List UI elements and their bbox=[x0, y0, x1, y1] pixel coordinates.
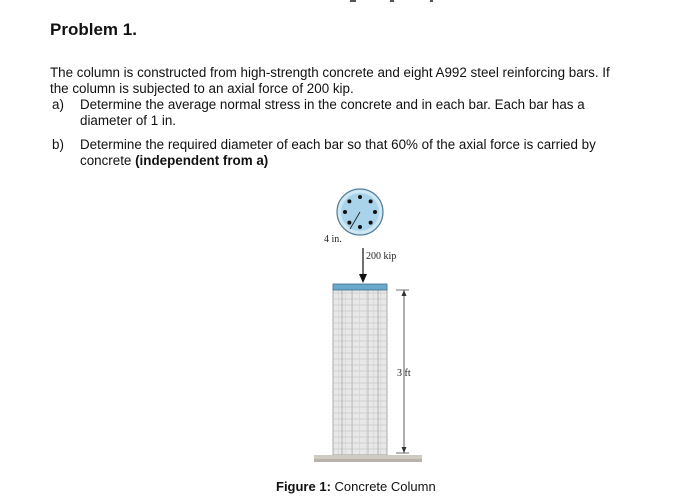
figure-caption-text: Concrete Column bbox=[330, 479, 436, 494]
rebar-dot bbox=[369, 221, 373, 225]
rebar-dot bbox=[358, 195, 362, 199]
rebar-dot bbox=[347, 221, 351, 225]
part-a-marker: a) bbox=[52, 97, 64, 112]
column-top-cap bbox=[333, 284, 387, 290]
cross-section bbox=[337, 189, 383, 235]
column-body bbox=[333, 289, 387, 455]
cropped-text-fragment bbox=[330, 0, 470, 3]
part-b-line-1: Determine the required diameter of each bar so that 60% of the axial force is carried by bbox=[80, 137, 596, 152]
statement-line-1: The column is constructed from high-strength concrete and eight A992 steel reinforcing bars. If bbox=[50, 65, 610, 80]
part-b-note: (independent from a) bbox=[135, 153, 269, 168]
rebar-dot bbox=[369, 199, 373, 203]
rebar-dot bbox=[347, 199, 351, 203]
radius-label: 4 in. bbox=[324, 234, 342, 245]
problem-statement bbox=[50, 65, 686, 97]
part-b-line-2: concrete bbox=[80, 153, 136, 168]
figure-caption-label: Figure 1: bbox=[276, 479, 331, 494]
part-a-line-1: Determine the average normal stress in the concrete and in each bar. Each bar has a bbox=[80, 97, 585, 112]
part-a-line-2: diameter of 1 in. bbox=[80, 113, 177, 128]
rebar-dot bbox=[373, 210, 377, 214]
statement-line-2: the column is subjected to an axial force of 200 kip. bbox=[50, 81, 354, 96]
ground bbox=[314, 455, 422, 462]
part-b-marker: b) bbox=[52, 137, 64, 152]
rebar-dot bbox=[343, 210, 347, 214]
force-label: 200 kip bbox=[366, 251, 397, 262]
figure-caption bbox=[276, 479, 436, 494]
height-label: 3 ft bbox=[397, 368, 411, 379]
problem-title: Problem 1. bbox=[50, 20, 137, 39]
concrete-column-figure bbox=[300, 188, 440, 473]
rebar-dot bbox=[358, 225, 362, 229]
